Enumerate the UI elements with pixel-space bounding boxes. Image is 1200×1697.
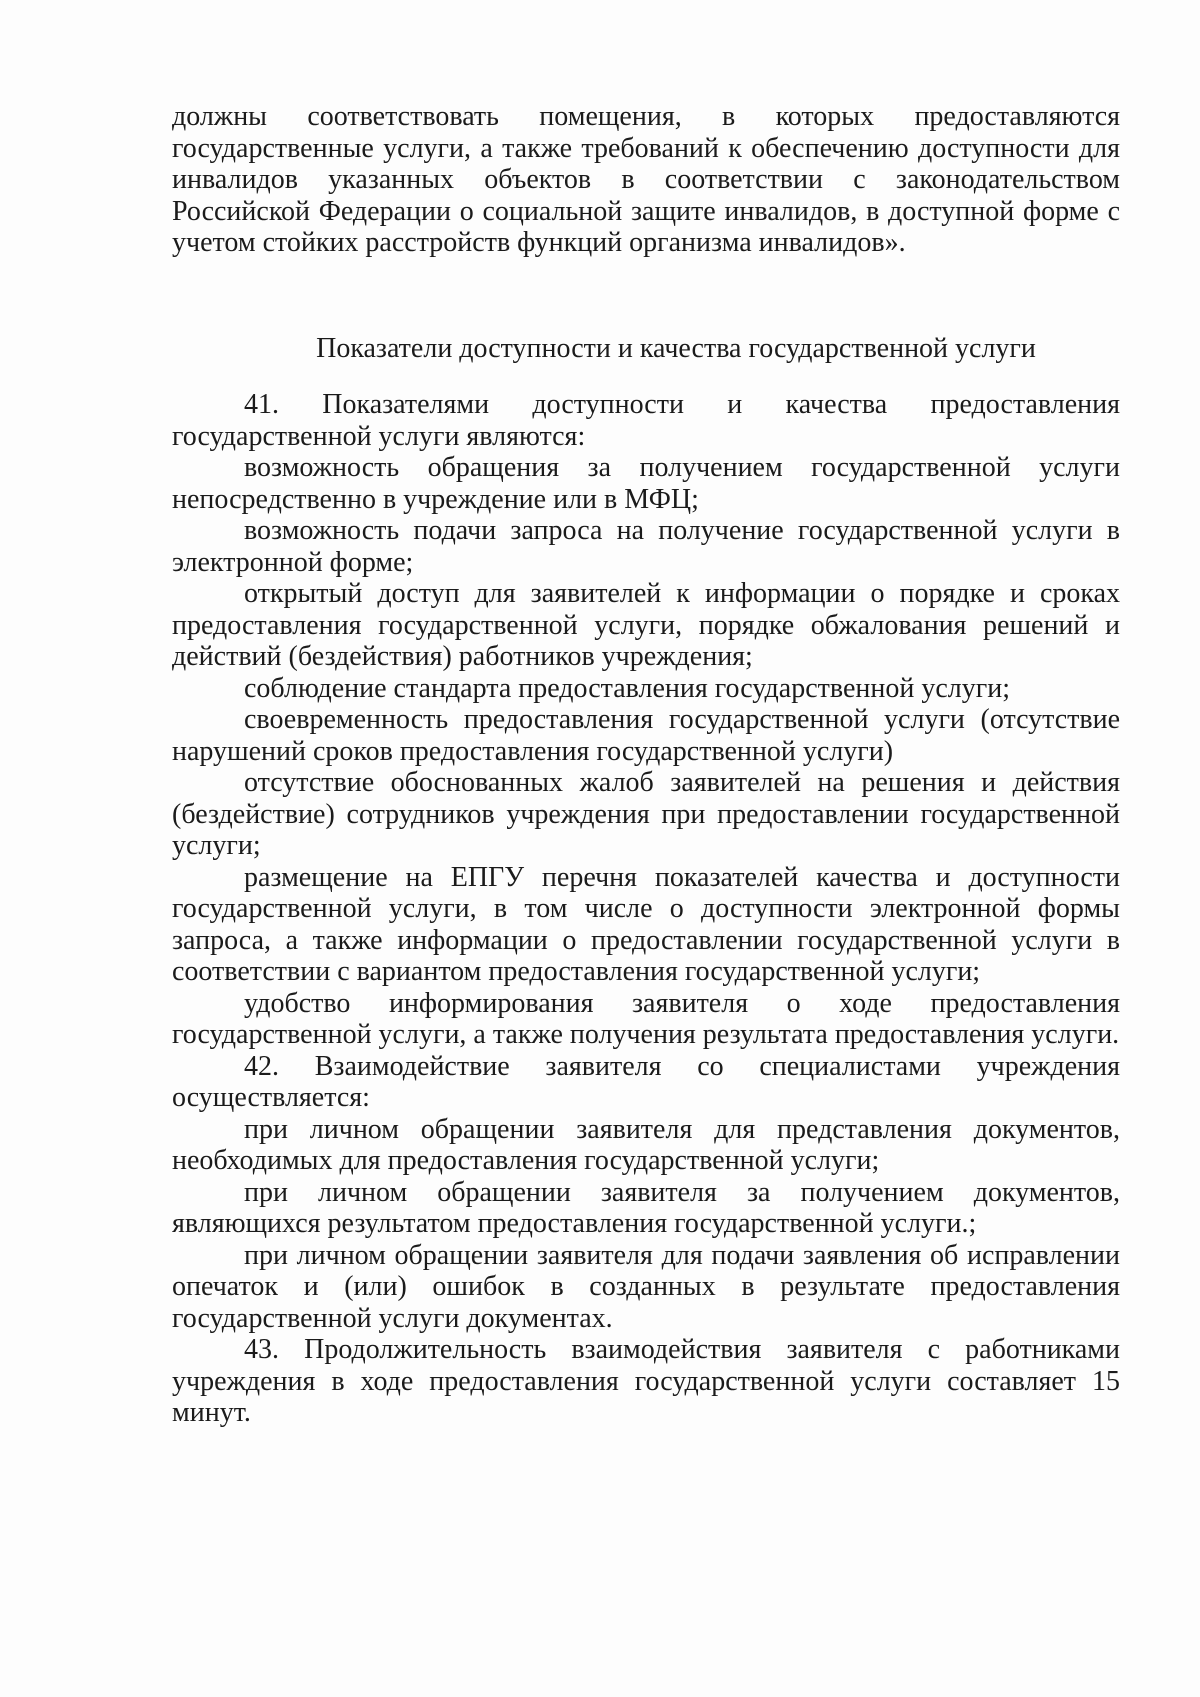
list-item-timeliness: своевременность предоставления государственной услуги (отсутствие нарушений сроков предоставления государственной услуги)	[172, 704, 1120, 767]
list-item-submit-documents: при личном обращении заявителя для представления документов, необходимых для предоставления государственной услуги;	[172, 1113, 1120, 1176]
paragraph-42: 42. Взаимодействие заявителя со специалистами учреждения осуществляется:	[172, 1050, 1120, 1113]
intro-paragraph: должны соответствовать помещения, в которых предоставляются государственные услуги, а также требований к обеспечению доступности для инвалидов указанных объектов в соответствии с законодательством Российской Федерации о социальной защите инвалидов, в доступной форме с учетом стойких расстройств функций организма инвалидов».	[172, 101, 1120, 258]
list-item-informing-convenience: удобство информирования заявителя о ходе предоставления государственной услуги, а также получения результата предоставления услуги.	[172, 987, 1120, 1050]
paragraph-43: 43. Продолжительность взаимодействия заявителя с работниками учреждения в ходе предоставления государственной услуги составляет 15 минут.	[172, 1334, 1120, 1428]
list-item-open-access: открытый доступ для заявителей к информации о порядке и сроках предоставления государственной услуги, порядке обжалования решений и действий (бездействия) работников учреждения;	[172, 578, 1120, 672]
paragraph-41: 41. Показателями доступности и качества предоставления государственной услуги являются:	[172, 389, 1120, 452]
list-item-correction-request: при личном обращении заявителя для подачи заявления об исправлении опечаток и (или) ошибок в созданных в результате предоставления государственной услуги документах.	[172, 1239, 1120, 1334]
section-title: Показатели доступности и качества государственной услуги	[316, 332, 1036, 364]
list-item-electronic-request: возможность подачи запроса на получение государственной услуги в электронной форме;	[172, 515, 1120, 578]
list-item-receive-documents: при личном обращении заявителя за получением документов, являющихся результатом предоставления государственной услуги.;	[172, 1176, 1120, 1239]
list-item-request-in-person: возможность обращения за получением государственной услуги непосредственно в учреждение или в МФЦ;	[172, 452, 1120, 515]
list-item-epgu-placement: размещение на ЕПГУ перечня показателей качества и доступности государственной услуги, в том числе о доступности электронной формы запроса, а также информации о предоставлении государственной услуги в соответствии с вариантом предоставления государственной услуги;	[172, 861, 1120, 987]
list-item-standard-compliance: соблюдение стандарта предоставления государственной услуги;	[244, 672, 1010, 704]
document-body	[172, 101, 1120, 1429]
list-item-no-complaints: отсутствие обоснованных жалоб заявителей на решения и действия (бездействие) сотрудников учреждения при предоставлении государственной услуги;	[172, 767, 1120, 861]
